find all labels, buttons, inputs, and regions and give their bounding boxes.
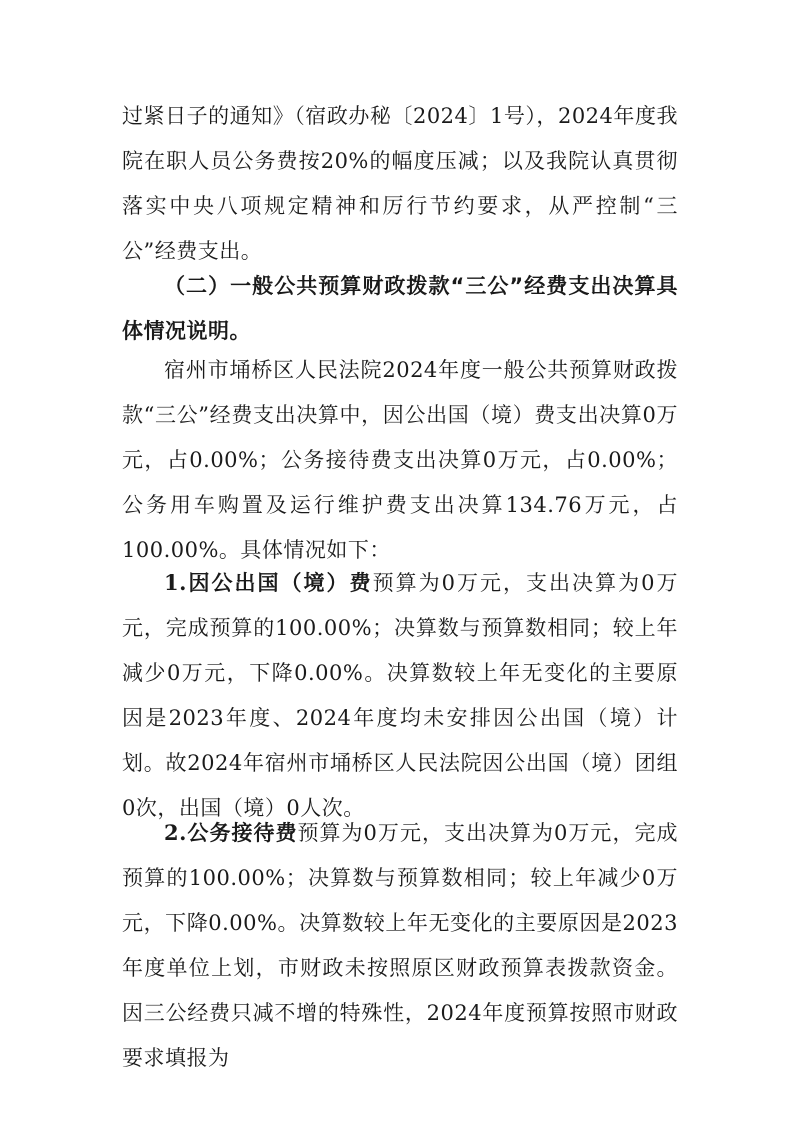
paragraph-overseas-travel [122,560,678,831]
paragraph-policy-continuation: 过紧日子的通知》（宿政办秘〔2024〕1号），2024年度我院在职人员公务费按20%的幅度压减；以及我院认真贯彻落实中央八项规定精神和厉行节约要求，从严控制“三公”经费支出。 [122,104,678,263]
paragraph-official-reception [122,810,678,1081]
item-text-overseas-travel: 预算为0万元，支出决算为0万元，完成预算的100.00%；决算数与预算数相同；较上年减少0万元，下降0.00%。决算数较上年无变化的主要原因是2023年度、2024年度均未安排因公出国（境）计划。故2024年宿州市埇桥区人民法院因公出国（境）团组0次，出国（境）0人次。 [122,571,678,820]
item-label-official-reception: 2.公务接待费 [164,820,298,845]
section-heading-three-public-expenses: （二）一般公共预算财政拨款“三公”经费支出决算具体情况说明。 [122,274,678,343]
item-text-official-reception: 预算为0万元，支出决算为0万元，完成预算的100.00%；决算数与预算数相同；较上年减少0万元，下降0.00%。决算数较上年无变化的主要原因是2023年度单位上划，市财政未按照原区财政预算表拨款资金。因三公经费只减不增的特殊性，2024年度预算按照市财政要求填报为 [122,821,678,1070]
paragraph-expense-summary: 宿州市埇桥区人民法院2024年度一般公共预算财政拨款“三公”经费支出决算中，因公出国（境）费支出决算0万元，占0.00%；公务接待费支出决算0万元，占0.00%；公务用车购置及运行维护费支出决算134.76万元，占100.00%。具体情况如下： [122,358,678,562]
item-label-overseas-travel: 1.因公出国（境）费 [164,570,373,595]
